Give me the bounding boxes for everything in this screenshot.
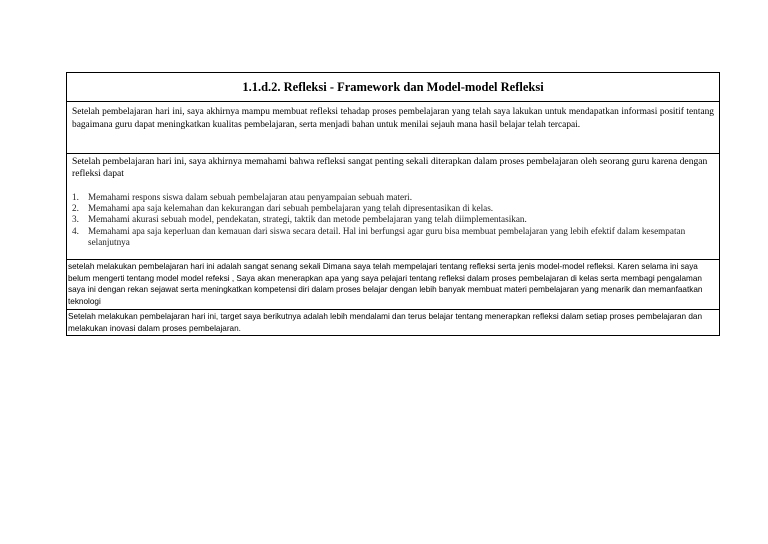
list-item-text: Memahami apa saja keperluan dan kemauan dari siswa secara detail. Hal ini berfungsi agar guru bisa membuat pembelajaran yang lebih efektif dalam kesempatan selanjutnya xyxy=(88,225,686,247)
title-row xyxy=(67,73,719,101)
benefit-list xyxy=(72,192,714,248)
list-item-number: 1. xyxy=(72,192,79,202)
list-item xyxy=(72,203,714,214)
list-item-number: 3. xyxy=(72,214,79,225)
document-title: 1.1.d.2. Refleksi - Framework dan Model-model Refleksi xyxy=(242,79,544,94)
list-item-text: Memahami respons siswa dalam sebuah pembelajaran atau penyampaian sebuah materi. xyxy=(88,192,412,202)
section-2-intro: Setelah pembelajaran hari ini, saya akhirnya memahami bahwa refleksi sangat penting sekali diterapkan dalam proses pembelajaran oleh seorang guru karena dengan refleksi dapat xyxy=(72,156,708,179)
reflection-table xyxy=(66,72,720,336)
list-item xyxy=(72,214,714,225)
list-item xyxy=(72,226,714,248)
reflection-section-2 xyxy=(67,153,719,259)
list-item-number: 2. xyxy=(72,203,79,214)
list-item-number: 4. xyxy=(72,225,79,236)
reflection-section-4: Setelah melakukan pembelajaran hari ini, target saya berikutnya adalah lebih mendalami dan terus belajar tentang menerapkan refleksi dalam setiap proses pembelajaran dan melakukan inovasi dalam proses pembelajaran. xyxy=(67,309,719,335)
reflection-section-1: Setelah pembelajaran hari ini, saya akhirnya mampu membuat refleksi tehadap proses pembelajaran yang telah saya lakukan untuk mendapatkan informasi positif tentang bagaimana guru dapat meningkatkan kualitas pembelajaran, serta menjadi bahan untuk menilai sejauh mana hasil belajar telah tercapai. xyxy=(67,101,719,153)
list-item-text: Memahami apa saja kelemahan dan kekurangan dari sebuah pembelajaran yang telah dipresentasikan di kelas. xyxy=(88,203,494,214)
reflection-section-3: setelah melakukan pembelajaran hari ini adalah sangat senang sekali Dimana saya telah mempelajari tentang refleksi serta jenis model-model refleksi. Karen selama ini saya belum mengerti tentang model model refeksi , Saya akan menerapkan apa yang saya pelajari tentang refleksi dalam proses pembelajaran di kelas serta membagi pengalaman saya ini dengan rekan sejawat serta meningkatkan kompetensi diri dalam proses belajar dengan lebih banyak membuat materi pembelajaran yang menarik dan memanfaatkan teknologi xyxy=(67,259,719,309)
list-item-text: Memahami akurasi sebuah model, pendekatan, strategi, taktik dan metode pembelajaran yang telah diimplementasikan. xyxy=(88,214,527,225)
list-item xyxy=(72,192,714,203)
